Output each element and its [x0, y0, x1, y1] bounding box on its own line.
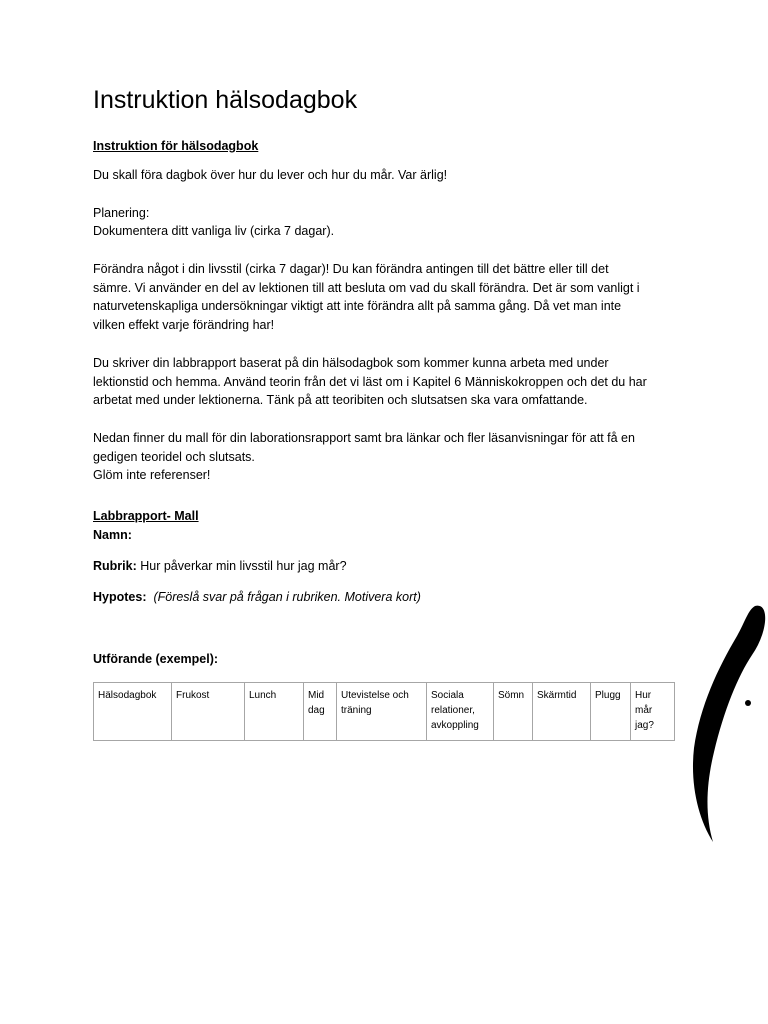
- template-line: gedigen teoridel och slutsats.: [93, 450, 255, 464]
- planning-label: Planering:: [93, 206, 150, 220]
- section-heading-instructions: Instruktion för hälsodagbok: [93, 139, 259, 153]
- procedure-label: Utförande (exempel):: [93, 652, 219, 666]
- intro-paragraph: Du skall föra dagbok över hur du lever och hur du mår. Var ärlig!: [93, 168, 448, 182]
- template-line: Nedan finner du mall för din laborationsrapport samt bra länkar och fler läsanvisningar för att få en: [93, 431, 635, 445]
- change-line: naturvetenskapliga undersökningar viktigt att inte förändra allt på samma gång. Då vet man inte: [93, 299, 622, 313]
- document-title: Instruktion hälsodagbok: [93, 86, 358, 114]
- report-line: Du skriver din labbrapport baserat på din hälsodagbok som kommer kunna arbeta med under: [93, 356, 609, 370]
- hypothesis-label: Hypotes:: [93, 590, 147, 604]
- table-cell-skarmtid: Skärmtid: [533, 683, 591, 741]
- change-line: sämre. Vi använder en del av lektionen till att besluta om vad du skall förändra. Det är som vanligt i: [93, 281, 640, 295]
- table-cell-sociala-relationer: Sociala relationer, avkoppling: [427, 683, 494, 741]
- table-cell-plugg: Plugg: [591, 683, 631, 741]
- table-cell-frukost: Frukost: [172, 683, 245, 741]
- table-cell-hur-mar-jag: Hur mår jag?: [631, 683, 675, 741]
- report-line: arbetat med under lektionerna. Tänk på att teoribiten och slutsatsen ska vara omfattande.: [93, 393, 588, 407]
- table-cell-utevistelse: Utevistelse och träning: [337, 683, 427, 741]
- section-heading-lab-report: Labbrapport- Mall: [93, 509, 199, 523]
- template-line: Glöm inte referenser!: [93, 468, 211, 482]
- table-cell-lunch: Lunch: [245, 683, 304, 741]
- planning-text: Dokumentera ditt vanliga liv (cirka 7 dagar).: [93, 224, 335, 238]
- table-cell-somn: Sömn: [494, 683, 533, 741]
- rubric-text: Hur påverkar min livsstil hur jag mår?: [136, 559, 347, 573]
- change-line: Förändra något i din livsstil (cirka 7 dagar)! Du kan förändra antingen till det bättre eller till det: [93, 262, 609, 276]
- rubric-label: Rubrik:: [93, 559, 137, 573]
- change-line: vilken effekt varje förändring har!: [93, 318, 275, 332]
- report-line: lektionstid och hemma. Använd teorin från det vi läst om i Kapitel 6 Människokroppen och det du har: [93, 375, 647, 389]
- table-cell-halsodagbok: Hälsodagbok: [94, 683, 172, 741]
- name-label: Namn:: [93, 528, 132, 542]
- hypothesis-text: (Föreslå svar på frågan i rubriken. Motivera kort): [153, 590, 421, 604]
- table-cell-middag: Mid dag: [304, 683, 337, 741]
